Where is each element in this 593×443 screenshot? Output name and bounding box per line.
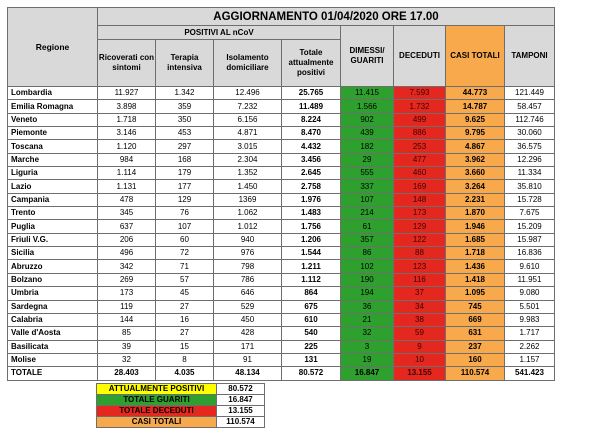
isolamento-cell: 1.352 (214, 167, 282, 180)
casi-totali-cell: 237 (446, 340, 505, 353)
summary-value: 80.572 (217, 384, 265, 395)
dimessi-cell: 29 (341, 153, 394, 166)
tamponi-cell: 1.717 (505, 327, 555, 340)
table-row (8, 220, 555, 233)
ricoverati-cell: 269 (98, 273, 156, 286)
dimessi-cell: 21 (341, 313, 394, 326)
ricoverati-cell: 496 (98, 247, 156, 260)
casi-totali-cell: 1.946 (446, 220, 505, 233)
dimessi-cell: 357 (341, 233, 394, 246)
table-row (8, 193, 555, 206)
ricoverati-cell: 3.898 (98, 100, 156, 113)
tamponi-cell: 16.836 (505, 247, 555, 260)
region-cell: Abruzzo (8, 260, 98, 273)
terapia-cell: 359 (156, 100, 214, 113)
totale-positivi-cell: 1.976 (282, 193, 341, 206)
region-cell: Valle d'Aosta (8, 327, 98, 340)
dimessi-cell: 11.415 (341, 87, 394, 100)
tamponi-cell: 2.262 (505, 340, 555, 353)
totale-positivi-cell: 131 (282, 353, 341, 366)
totale-positivi-cell: 1.112 (282, 273, 341, 286)
deceduti-cell: 886 (394, 127, 446, 140)
dimessi-cell: 102 (341, 260, 394, 273)
isolamento-cell: 2.304 (214, 153, 282, 166)
dimessi-cell: 1.566 (341, 100, 394, 113)
casi-totali-cell: 1.685 (446, 233, 505, 246)
ricoverati-cell: 637 (98, 220, 156, 233)
region-cell: Veneto (8, 113, 98, 126)
terapia-cell: 76 (156, 207, 214, 220)
casi-totali-cell: 3.660 (446, 167, 505, 180)
terapia-cell: 177 (156, 180, 214, 193)
dimessi-cell: 190 (341, 273, 394, 286)
table-row (8, 233, 555, 246)
dimessi-cell: 194 (341, 287, 394, 300)
region-cell: Trento (8, 207, 98, 220)
dimessi-cell: 19 (341, 353, 394, 366)
terapia-cell: 45 (156, 287, 214, 300)
summary-label: ATTUALMENTE POSITIVI (97, 384, 217, 395)
casi-totali-cell: 44.773 (446, 87, 505, 100)
isolamento-cell: 646 (214, 287, 282, 300)
deceduti-cell: 253 (394, 140, 446, 153)
deceduti-cell: 123 (394, 260, 446, 273)
table-row (8, 273, 555, 286)
terapia-cell: 168 (156, 153, 214, 166)
totale-positivi-cell: 1.544 (282, 247, 341, 260)
table-row (8, 167, 555, 180)
table-row (8, 87, 555, 100)
dimessi-cell: 337 (341, 180, 394, 193)
dimessi-header: DIMESSI/ GUARITI (341, 26, 394, 87)
deceduti-header: DECEDUTI (394, 26, 446, 87)
deceduti-cell: 9 (394, 340, 446, 353)
summary-row (97, 417, 265, 428)
ricoverati-cell: 85 (98, 327, 156, 340)
terapia-cell: 71 (156, 260, 214, 273)
deceduti-cell: 116 (394, 273, 446, 286)
deceduti-cell: 477 (394, 153, 446, 166)
terapia-cell: 107 (156, 220, 214, 233)
isolamento-header: Isolamento domiciliare (214, 40, 282, 87)
isolamento-cell: 48.134 (214, 367, 282, 380)
totale-positivi-cell: 4.432 (282, 140, 341, 153)
terapia-cell: 4.035 (156, 367, 214, 380)
deceduti-cell: 129 (394, 220, 446, 233)
totale-positivi-cell: 540 (282, 327, 341, 340)
isolamento-cell: 1.450 (214, 180, 282, 193)
ricoverati-cell: 345 (98, 207, 156, 220)
region-cell: Basilicata (8, 340, 98, 353)
casi-totali-cell: 160 (446, 353, 505, 366)
tamponi-cell: 35.810 (505, 180, 555, 193)
region-cell: Emilia Romagna (8, 100, 98, 113)
region-cell: TOTALE (8, 367, 98, 380)
dimessi-cell: 16.847 (341, 367, 394, 380)
totale-positivi-cell: 2.758 (282, 180, 341, 193)
summary-row (97, 384, 265, 395)
ricoverati-header: Ricoverati con sintomi (98, 40, 156, 87)
terapia-cell: 60 (156, 233, 214, 246)
casi-totali-cell: 2.231 (446, 193, 505, 206)
tamponi-cell: 9.610 (505, 260, 555, 273)
isolamento-cell: 7.232 (214, 100, 282, 113)
tamponi-cell: 121.449 (505, 87, 555, 100)
ricoverati-cell: 32 (98, 353, 156, 366)
table-row (8, 127, 555, 140)
table-row (8, 260, 555, 273)
totale-positivi-header: Totale attualmente positivi (282, 40, 341, 87)
casi-totali-cell: 1.418 (446, 273, 505, 286)
dimessi-cell: 86 (341, 247, 394, 260)
summary-value: 110.574 (217, 417, 265, 428)
ricoverati-cell: 39 (98, 340, 156, 353)
terapia-cell: 72 (156, 247, 214, 260)
tamponi-cell: 5.501 (505, 300, 555, 313)
totals-row (8, 367, 555, 380)
totale-positivi-cell: 1.483 (282, 207, 341, 220)
casi-totali-cell: 1.870 (446, 207, 505, 220)
totale-positivi-cell: 675 (282, 300, 341, 313)
region-cell: Sicilia (8, 247, 98, 260)
totale-positivi-cell: 25.765 (282, 87, 341, 100)
tamponi-cell: 30.060 (505, 127, 555, 140)
table-row (8, 327, 555, 340)
tamponi-cell: 1.157 (505, 353, 555, 366)
region-cell: Lazio (8, 180, 98, 193)
ricoverati-cell: 144 (98, 313, 156, 326)
table-row (8, 353, 555, 366)
totale-positivi-cell: 80.572 (282, 367, 341, 380)
tamponi-cell: 9.080 (505, 287, 555, 300)
ricoverati-cell: 206 (98, 233, 156, 246)
isolamento-cell: 4.871 (214, 127, 282, 140)
tamponi-cell: 112.746 (505, 113, 555, 126)
dimessi-cell: 3 (341, 340, 394, 353)
table-row (8, 100, 555, 113)
casi-totali-cell: 1.718 (446, 247, 505, 260)
table-row (8, 113, 555, 126)
casi-totali-cell: 1.095 (446, 287, 505, 300)
region-cell: Sardegna (8, 300, 98, 313)
totale-positivi-cell: 3.456 (282, 153, 341, 166)
dimessi-cell: 214 (341, 207, 394, 220)
deceduti-cell: 7.593 (394, 87, 446, 100)
terapia-cell: 179 (156, 167, 214, 180)
terapia-cell: 129 (156, 193, 214, 206)
summary-row (97, 406, 265, 417)
terapia-cell: 8 (156, 353, 214, 366)
summary-table (96, 383, 265, 428)
summary-label: TOTALE DECEDUTI (97, 406, 217, 417)
region-cell: Liguria (8, 167, 98, 180)
ricoverati-cell: 1.718 (98, 113, 156, 126)
table-row (8, 313, 555, 326)
table-row (8, 180, 555, 193)
table-row (8, 340, 555, 353)
region-cell: Lombardia (8, 87, 98, 100)
totale-positivi-cell: 1.211 (282, 260, 341, 273)
dimessi-cell: 107 (341, 193, 394, 206)
tamponi-cell: 15.728 (505, 193, 555, 206)
casi-totali-cell: 631 (446, 327, 505, 340)
summary-value: 16.847 (217, 395, 265, 406)
ricoverati-cell: 1.131 (98, 180, 156, 193)
summary-label: TOTALE GUARITI (97, 395, 217, 406)
ricoverati-cell: 1.114 (98, 167, 156, 180)
casi-totali-cell: 4.867 (446, 140, 505, 153)
region-cell: Puglia (8, 220, 98, 233)
region-cell: Piemonte (8, 127, 98, 140)
terapia-cell: 27 (156, 327, 214, 340)
isolamento-cell: 3.015 (214, 140, 282, 153)
isolamento-cell: 798 (214, 260, 282, 273)
isolamento-cell: 976 (214, 247, 282, 260)
regional-covid-table (7, 7, 555, 381)
table-row (8, 300, 555, 313)
terapia-cell: 1.342 (156, 87, 214, 100)
totale-positivi-cell: 8.470 (282, 127, 341, 140)
isolamento-cell: 1.012 (214, 220, 282, 233)
deceduti-cell: 499 (394, 113, 446, 126)
dimessi-cell: 36 (341, 300, 394, 313)
dimessi-cell: 439 (341, 127, 394, 140)
deceduti-cell: 122 (394, 233, 446, 246)
ricoverati-cell: 1.120 (98, 140, 156, 153)
dimessi-cell: 182 (341, 140, 394, 153)
tamponi-cell: 11.951 (505, 273, 555, 286)
deceduti-cell: 173 (394, 207, 446, 220)
region-cell: Toscana (8, 140, 98, 153)
casi-totali-cell: 9.795 (446, 127, 505, 140)
table-row (8, 247, 555, 260)
tamponi-cell: 9.983 (505, 313, 555, 326)
casi-totali-cell: 9.625 (446, 113, 505, 126)
deceduti-cell: 1.732 (394, 100, 446, 113)
deceduti-cell: 34 (394, 300, 446, 313)
deceduti-cell: 169 (394, 180, 446, 193)
isolamento-cell: 12.496 (214, 87, 282, 100)
casi-totali-cell: 745 (446, 300, 505, 313)
isolamento-cell: 428 (214, 327, 282, 340)
isolamento-cell: 1369 (214, 193, 282, 206)
table-title: AGGIORNAMENTO 01/04/2020 ORE 17.00 (98, 8, 555, 26)
isolamento-cell: 786 (214, 273, 282, 286)
deceduti-cell: 59 (394, 327, 446, 340)
summary-value: 13.155 (217, 406, 265, 417)
isolamento-cell: 529 (214, 300, 282, 313)
tamponi-cell: 12.296 (505, 153, 555, 166)
tamponi-cell: 36.575 (505, 140, 555, 153)
isolamento-cell: 450 (214, 313, 282, 326)
casi-totali-cell: 3.962 (446, 153, 505, 166)
tamponi-cell: 58.457 (505, 100, 555, 113)
isolamento-cell: 91 (214, 353, 282, 366)
summary-row (97, 395, 265, 406)
totale-positivi-cell: 610 (282, 313, 341, 326)
deceduti-cell: 37 (394, 287, 446, 300)
totale-positivi-cell: 11.489 (282, 100, 341, 113)
casi-totali-header: CASI TOTALI (446, 26, 505, 87)
deceduti-cell: 460 (394, 167, 446, 180)
region-cell: Molise (8, 353, 98, 366)
terapia-cell: 453 (156, 127, 214, 140)
deceduti-cell: 10 (394, 353, 446, 366)
dimessi-cell: 61 (341, 220, 394, 233)
summary-label: CASI TOTALI (97, 417, 217, 428)
terapia-cell: 297 (156, 140, 214, 153)
region-cell: Calabria (8, 313, 98, 326)
tamponi-cell: 11.334 (505, 167, 555, 180)
terapia-cell: 350 (156, 113, 214, 126)
regione-header: Regione (8, 8, 98, 87)
tamponi-cell: 15.209 (505, 220, 555, 233)
casi-totali-cell: 669 (446, 313, 505, 326)
dimessi-cell: 902 (341, 113, 394, 126)
ricoverati-cell: 173 (98, 287, 156, 300)
isolamento-cell: 171 (214, 340, 282, 353)
region-cell: Bolzano (8, 273, 98, 286)
casi-totali-cell: 3.264 (446, 180, 505, 193)
dimessi-cell: 555 (341, 167, 394, 180)
tamponi-cell: 541.423 (505, 367, 555, 380)
terapia-cell: 57 (156, 273, 214, 286)
isolamento-cell: 6.156 (214, 113, 282, 126)
tamponi-cell: 15.987 (505, 233, 555, 246)
ricoverati-cell: 28.403 (98, 367, 156, 380)
table-row (8, 153, 555, 166)
ricoverati-cell: 11.927 (98, 87, 156, 100)
terapia-cell: 16 (156, 313, 214, 326)
casi-totali-cell: 1.436 (446, 260, 505, 273)
dimessi-cell: 32 (341, 327, 394, 340)
terapia-header: Terapia intensiva (156, 40, 214, 87)
terapia-cell: 15 (156, 340, 214, 353)
tamponi-cell: 7.675 (505, 207, 555, 220)
deceduti-cell: 13.155 (394, 367, 446, 380)
isolamento-cell: 940 (214, 233, 282, 246)
isolamento-cell: 1.062 (214, 207, 282, 220)
totale-positivi-cell: 864 (282, 287, 341, 300)
region-cell: Campania (8, 193, 98, 206)
positivi-group-header: POSITIVI AL nCoV (98, 26, 341, 40)
ricoverati-cell: 119 (98, 300, 156, 313)
table-row (8, 287, 555, 300)
totale-positivi-cell: 225 (282, 340, 341, 353)
ricoverati-cell: 478 (98, 193, 156, 206)
ricoverati-cell: 3.146 (98, 127, 156, 140)
table-row (8, 140, 555, 153)
casi-totali-cell: 110.574 (446, 367, 505, 380)
deceduti-cell: 88 (394, 247, 446, 260)
region-cell: Umbria (8, 287, 98, 300)
totale-positivi-cell: 2.645 (282, 167, 341, 180)
ricoverati-cell: 342 (98, 260, 156, 273)
totale-positivi-cell: 8.224 (282, 113, 341, 126)
deceduti-cell: 148 (394, 193, 446, 206)
deceduti-cell: 38 (394, 313, 446, 326)
region-cell: Friuli V.G. (8, 233, 98, 246)
totale-positivi-cell: 1.756 (282, 220, 341, 233)
tamponi-header: TAMPONI (505, 26, 555, 87)
casi-totali-cell: 14.787 (446, 100, 505, 113)
terapia-cell: 27 (156, 300, 214, 313)
ricoverati-cell: 984 (98, 153, 156, 166)
table-row (8, 207, 555, 220)
totale-positivi-cell: 1.206 (282, 233, 341, 246)
region-cell: Marche (8, 153, 98, 166)
